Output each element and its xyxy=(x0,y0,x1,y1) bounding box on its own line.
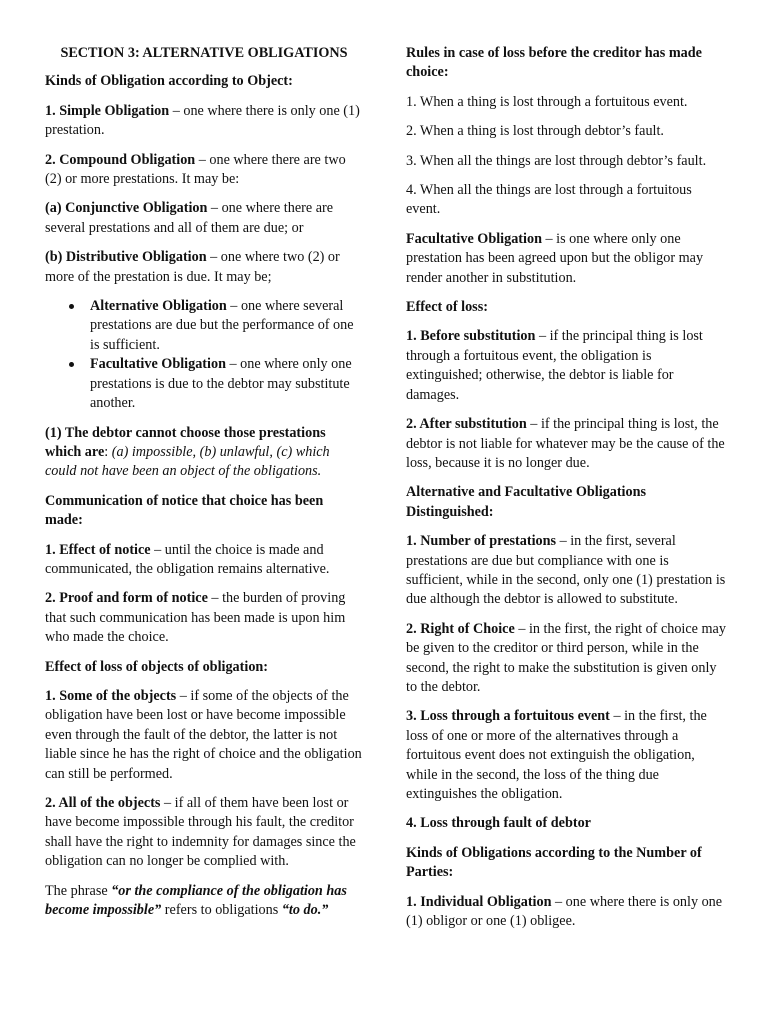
proof-of-notice-paragraph xyxy=(45,589,363,647)
loss-fortuitous-paragraph xyxy=(406,707,728,804)
compound-obligation-term: 2. Compound Obligation xyxy=(45,151,196,168)
some-objects-text: – if some of the objects of the obligation have been lost or have become impossible even through the fault of the debtor, the latter is not liable since he has the right of choice and the obligation can still be performed. xyxy=(45,687,362,782)
before-substitution-text: – if the principal thing is lost through a fortuitous event, the obligation is extinguished; otherwise, the debtor is liable for damages. xyxy=(406,328,703,403)
conjunctive-obligation-text: – one where there are several prestations and all of them are due; or xyxy=(45,200,334,236)
rules-heading: Rules in case of loss before the creditor has made choice: xyxy=(406,45,702,81)
rule-item: 4. When all the things are lost through a fortuitous event. xyxy=(406,182,692,218)
facultative-definition-text: – is one where only one prestation has been agreed upon but the obligor may render another in substitution. xyxy=(406,230,704,286)
alternative-obligation-term: Alternative Obligation xyxy=(90,298,227,315)
alternative-obligation-text: – one where several prestations are due but the performance of one is sufficient. xyxy=(90,298,354,353)
after-substitution-paragraph xyxy=(406,415,728,473)
facultative-obligation-term: Facultative Obligation xyxy=(90,356,226,373)
proof-of-notice-text: – the burden of proving that such communication has been made is upon him who made the choice. xyxy=(45,590,346,646)
before-substitution-term: 1. Before substitution xyxy=(406,328,536,345)
debtor-choice-rule-italic: (a) impossible, (b) unlawful, (c) which could not have been an object of the obligations. xyxy=(45,443,330,480)
notice-heading: Communication of notice that choice has been made: xyxy=(45,492,324,529)
distributive-obligation-term: (b) Distributive Obligation xyxy=(45,249,207,266)
distributive-types-list xyxy=(45,297,363,413)
rule-item: 3. When all the things are lost through debtor’s fault. xyxy=(406,152,707,169)
effect-of-loss-heading: Effect of loss: xyxy=(406,299,488,316)
effect-of-notice-term: 1. Effect of notice xyxy=(45,541,151,558)
right-of-choice-text: – in the first, the right of choice may be given to the creditor or third person, while in the second, the right to make the substitution is given only to the debtor. xyxy=(406,620,726,695)
loss-through-fault-heading: 4. Loss through fault of debtor xyxy=(406,815,591,832)
after-substitution-text: – if the principal thing is lost, the debtor is not liable for whatever may be the cause of the loss, because it is no longer due. xyxy=(406,416,725,471)
right-of-choice-paragraph xyxy=(406,620,728,698)
simple-obligation-term: 1. Simple Obligation xyxy=(45,102,170,119)
number-of-parties-heading: Kinds of Obligations according to the Number of Parties: xyxy=(406,844,702,881)
individual-obligation-text: – one where there is only one (1) obligor or one (1) obligee. xyxy=(406,893,723,930)
effect-of-notice-text: – until the choice is made and communicated, the obligation remains alternative. xyxy=(45,541,330,577)
number-of-prestations-term: 1. Number of prestations xyxy=(406,533,557,550)
debtor-choice-rule xyxy=(45,424,363,482)
phrase-quote: “or the compliance of the obligation has become impossible” xyxy=(45,882,347,919)
loss-fortuitous-text: – in the first, the loss of one or more of the alternatives through a fortuitous event does not extinguish the obligation, while in the second, the loss of the thing due extinguishes the obligation. xyxy=(406,708,707,802)
list-item xyxy=(90,355,363,413)
all-objects-text: – if all of them have been lost or have become impossible through his fault, the creditor shall have the right to indemnity for damages since the obligation can no longer be complied with. xyxy=(45,795,356,870)
number-of-prestations-text: – in the first, several prestations are due but compliance with one is sufficient, while in the second, only one (1) prestation is due although the debtor is allowed to substitute. xyxy=(406,533,726,608)
section-title: SECTION 3: ALTERNATIVE OBLIGATIONS xyxy=(60,45,348,61)
loss-fortuitous-term: 3. Loss through a fortuitous event xyxy=(406,708,610,725)
some-objects-term: 1. Some of the objects xyxy=(45,687,177,704)
individual-obligation-term: 1. Individual Obligation xyxy=(406,893,552,910)
distinguished-heading: Alternative and Facultative Obligations Distinguished: xyxy=(406,484,646,520)
phrase-end: “to do.” xyxy=(281,902,329,919)
individual-obligation-paragraph xyxy=(406,893,728,932)
all-objects-paragraph xyxy=(45,794,363,872)
effect-of-loss-heading: Effect of loss of objects of obligation: xyxy=(45,658,269,675)
all-objects-term: 2. All of the objects xyxy=(45,795,161,811)
right-column xyxy=(406,44,728,941)
compound-obligation-text: – one where there are two (2) or more prestations. It may be: xyxy=(45,151,346,188)
number-of-prestations-paragraph xyxy=(406,532,728,610)
phrase-mid: refers to obligations xyxy=(161,902,282,919)
left-column xyxy=(45,44,363,930)
distributive-obligation-text: – one where two (2) or more of the prestation is due. It may be; xyxy=(45,249,340,285)
before-substitution-paragraph xyxy=(406,327,728,405)
debtor-choice-rule-bold: (1) The debtor cannot choose those prestations which are xyxy=(45,424,326,460)
simple-obligation-text: – one where there is only one (1) prestation. xyxy=(45,102,360,139)
some-objects-paragraph xyxy=(45,687,363,784)
facultative-definition-term: Facultative Obligation xyxy=(406,230,542,247)
debtor-choice-rule-colon: : xyxy=(104,443,112,460)
proof-of-notice-term: 2. Proof and form of notice xyxy=(45,590,208,607)
after-substitution-term: 2. After substitution xyxy=(406,416,527,433)
distributive-obligation-paragraph xyxy=(45,248,363,287)
facultative-obligation-text: – one where only one prestations is due to the debtor may substitute another. xyxy=(90,356,352,412)
facultative-definition-paragraph xyxy=(406,230,728,288)
conjunctive-obligation-term: (a) Conjunctive Obligation xyxy=(45,200,208,217)
conjunctive-obligation-paragraph xyxy=(45,199,363,238)
phrase-lead: The phrase xyxy=(45,882,112,899)
simple-obligation-paragraph xyxy=(45,102,363,141)
effect-of-notice-paragraph xyxy=(45,541,363,580)
rule-item: 2. When a thing is lost through debtor’s fault. xyxy=(406,123,664,140)
kinds-by-object-heading: Kinds of Obligation according to Object: xyxy=(45,73,293,90)
rule-item: 1. When a thing is lost through a fortuitous event. xyxy=(406,93,688,110)
list-item xyxy=(90,297,363,355)
right-of-choice-term: 2. Right of Choice xyxy=(406,620,515,637)
compound-obligation-paragraph xyxy=(45,151,363,190)
phrase-paragraph xyxy=(45,882,363,921)
